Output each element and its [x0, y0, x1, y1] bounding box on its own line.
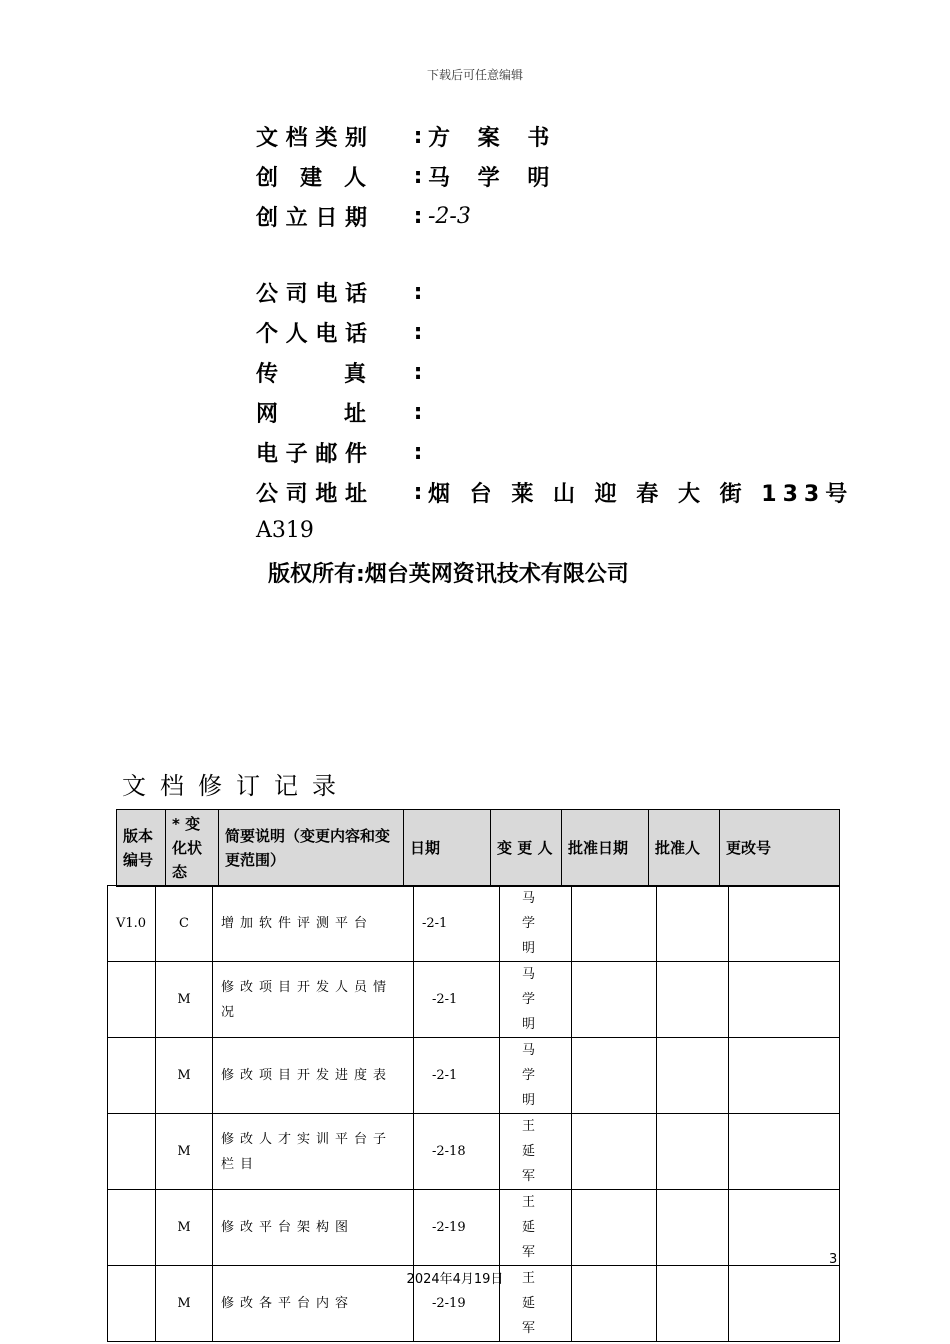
cell-approve-date	[572, 1190, 657, 1266]
header-cell: 版本编号	[117, 810, 166, 887]
cell-approve-date	[572, 886, 657, 962]
revision-title: 文档修订记录	[122, 772, 350, 800]
cell-changer: 王 延 军	[500, 1266, 572, 1342]
info-label: 个 人 电 话	[256, 321, 367, 347]
cell-version	[108, 1114, 156, 1190]
cell-version: V1.0	[108, 886, 156, 962]
cell-change-no	[729, 962, 840, 1038]
header-cell: 日期	[404, 810, 491, 887]
cell-desc: 修改人才实训平台子栏目	[213, 1114, 414, 1190]
header-cell: 变 更 人	[491, 810, 562, 887]
cell-changer: 马 学 明	[500, 1038, 572, 1114]
info-row-fax	[256, 357, 428, 387]
cell-date: -2-19	[414, 1266, 500, 1342]
cell-status: M	[156, 1190, 213, 1266]
info-colon: :	[413, 123, 423, 149]
cell-date: -2-19	[414, 1190, 500, 1266]
info-value: 方 案 书	[428, 125, 560, 151]
info-row-doc-type	[256, 121, 559, 151]
info-label: 传 真	[256, 361, 367, 387]
info-row-email	[256, 437, 428, 467]
info-row-website	[256, 397, 428, 427]
info-row-creator	[256, 161, 559, 191]
info-colon: :	[413, 399, 423, 425]
info-row-company-phone	[256, 277, 428, 307]
info-label: 网 址	[256, 401, 367, 427]
info-value: -2-3	[428, 203, 471, 229]
cell-desc: 修改平台架构图	[213, 1190, 414, 1266]
cell-desc: 修改项目开发人员情况	[213, 962, 414, 1038]
cell-changer: 王 延 军	[500, 1114, 572, 1190]
info-row-personal-phone	[256, 317, 428, 347]
info-row-address	[256, 477, 853, 507]
info-colon: :	[413, 163, 423, 189]
header-cell: 批准日期	[562, 810, 649, 887]
cell-status: M	[156, 1114, 213, 1190]
info-colon: :	[413, 479, 423, 505]
header-cell: 更改号	[720, 810, 840, 887]
cell-approver	[657, 1190, 729, 1266]
info-colon: :	[413, 359, 423, 385]
cell-version	[108, 962, 156, 1038]
cell-version	[108, 1038, 156, 1114]
info-colon: :	[413, 439, 423, 465]
cell-desc: 增加软件评测平台	[213, 886, 414, 962]
footer-date: 2024年4月19日	[406, 1272, 504, 1287]
header-cell: 简要说明（变更内容和变更范围）	[219, 810, 404, 887]
cell-date: -2-1	[414, 886, 500, 962]
cell-change-no	[729, 1038, 840, 1114]
cell-changer: 马 学 明	[500, 886, 572, 962]
cell-approve-date	[572, 962, 657, 1038]
cell-desc: 修改项目开发进度表	[213, 1038, 414, 1114]
table-row	[108, 1038, 840, 1114]
info-label: 创 建 人	[256, 165, 367, 191]
page-number: 3	[829, 1252, 838, 1267]
cell-approve-date	[572, 1038, 657, 1114]
cell-change-no	[729, 886, 840, 962]
copyright: 版权所有:烟台英网资讯技术有限公司	[268, 562, 629, 587]
info-label: 文 档 类 别	[256, 125, 367, 151]
table-row	[108, 1190, 840, 1266]
table-row	[108, 1114, 840, 1190]
cell-approver	[657, 886, 729, 962]
address-continued: A319	[256, 518, 314, 543]
revision-header-table	[116, 809, 840, 887]
cell-changer: 马 学 明	[500, 962, 572, 1038]
header-cell: 批准人	[649, 810, 720, 887]
cell-approve-date	[572, 1114, 657, 1190]
cell-change-no	[729, 1190, 840, 1266]
cell-status: M	[156, 1038, 213, 1114]
table-row	[108, 962, 840, 1038]
cell-desc: 修改各平台内容	[213, 1266, 414, 1342]
cell-approver	[657, 1038, 729, 1114]
table-row	[108, 886, 840, 962]
header-note: 下载后可任意编辑	[426, 68, 523, 82]
cell-status: M	[156, 962, 213, 1038]
cell-approver	[657, 1114, 729, 1190]
cell-approver	[657, 962, 729, 1038]
cell-status: C	[156, 886, 213, 962]
cell-status: M	[156, 1266, 213, 1342]
header-row	[117, 810, 840, 887]
info-label: 创 立 日 期	[256, 205, 367, 231]
header-cell: * 变化状态	[166, 810, 219, 887]
info-colon: :	[413, 319, 423, 345]
info-label: 公 司 地 址	[256, 481, 367, 507]
info-row-created-date	[256, 201, 471, 231]
info-colon: :	[413, 203, 423, 229]
info-value: 马 学 明	[428, 165, 560, 191]
info-label: 公 司 电 话	[256, 281, 367, 307]
info-label: 电 子 邮 件	[256, 441, 367, 467]
cell-date: -2-1	[414, 1038, 500, 1114]
cell-version	[108, 1190, 156, 1266]
cell-changer: 王 延 军	[500, 1190, 572, 1266]
info-value: 烟 台 莱 山 迎 春 大 街 133号	[428, 481, 854, 507]
info-colon: :	[413, 279, 423, 305]
cell-date: -2-18	[414, 1114, 500, 1190]
cell-change-no	[729, 1114, 840, 1190]
cell-date: -2-1	[414, 962, 500, 1038]
